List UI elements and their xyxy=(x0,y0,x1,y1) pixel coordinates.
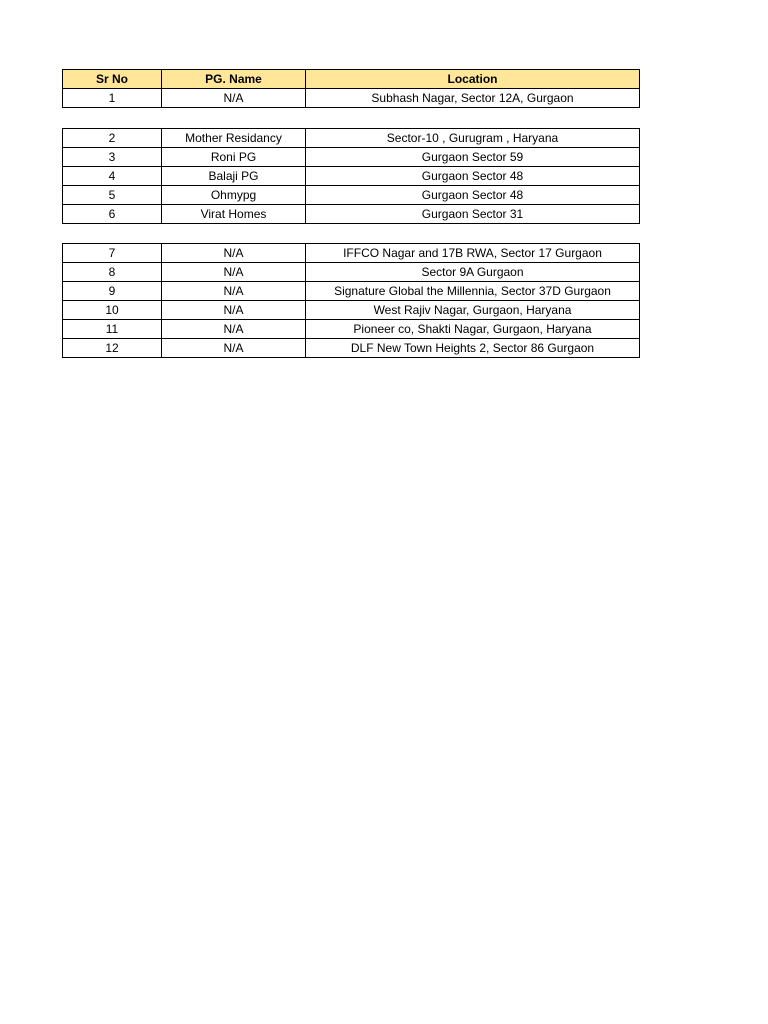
pg-table-block-1 xyxy=(62,69,640,108)
header-row xyxy=(63,70,640,89)
cell-pg-name: N/A xyxy=(162,339,306,358)
table-row xyxy=(63,282,640,301)
table-row xyxy=(63,129,640,148)
table-row xyxy=(63,89,640,108)
cell-pg-name: Roni PG xyxy=(162,148,306,167)
table-row xyxy=(63,186,640,205)
cell-sr-no: 10 xyxy=(63,301,162,320)
cell-pg-name: N/A xyxy=(162,244,306,263)
header-location: Location xyxy=(306,70,640,89)
cell-location: Gurgaon Sector 31 xyxy=(306,205,640,224)
table-row xyxy=(63,244,640,263)
cell-location: Sector 9A Gurgaon xyxy=(306,263,640,282)
cell-pg-name: Ohmypg xyxy=(162,186,306,205)
cell-sr-no: 6 xyxy=(63,205,162,224)
cell-pg-name: Virat Homes xyxy=(162,205,306,224)
cell-sr-no: 9 xyxy=(63,282,162,301)
table-row xyxy=(63,339,640,358)
cell-location: Signature Global the Millennia, Sector 37D Gurgaon xyxy=(306,282,640,301)
cell-location: IFFCO Nagar and 17B RWA, Sector 17 Gurgaon xyxy=(306,244,640,263)
cell-pg-name: N/A xyxy=(162,320,306,339)
cell-location: Sector-10 , Gurugram , Haryana xyxy=(306,129,640,148)
pg-table-block-2 xyxy=(62,128,640,224)
cell-location: Gurgaon Sector 48 xyxy=(306,167,640,186)
cell-location: Gurgaon Sector 48 xyxy=(306,186,640,205)
spreadsheet-page xyxy=(62,69,639,358)
cell-pg-name: N/A xyxy=(162,301,306,320)
cell-location: Subhash Nagar, Sector 12A, Gurgaon xyxy=(306,89,640,108)
cell-sr-no: 7 xyxy=(63,244,162,263)
table-row xyxy=(63,205,640,224)
cell-location: West Rajiv Nagar, Gurgaon, Haryana xyxy=(306,301,640,320)
cell-location: Gurgaon Sector 59 xyxy=(306,148,640,167)
cell-pg-name: N/A xyxy=(162,263,306,282)
cell-sr-no: 3 xyxy=(63,148,162,167)
table-row xyxy=(63,320,640,339)
row-gap xyxy=(62,224,639,243)
header-sr-no: Sr No xyxy=(63,70,162,89)
cell-sr-no: 1 xyxy=(63,89,162,108)
table-row xyxy=(63,263,640,282)
row-gap xyxy=(62,108,639,128)
cell-sr-no: 11 xyxy=(63,320,162,339)
cell-pg-name: Balaji PG xyxy=(162,167,306,186)
table-row xyxy=(63,167,640,186)
cell-pg-name: Mother Residancy xyxy=(162,129,306,148)
cell-sr-no: 12 xyxy=(63,339,162,358)
pg-table-block-3 xyxy=(62,243,640,358)
cell-location: Pioneer co, Shakti Nagar, Gurgaon, Haryana xyxy=(306,320,640,339)
cell-pg-name: N/A xyxy=(162,89,306,108)
cell-pg-name: N/A xyxy=(162,282,306,301)
cell-sr-no: 4 xyxy=(63,167,162,186)
table-row xyxy=(63,148,640,167)
cell-sr-no: 2 xyxy=(63,129,162,148)
cell-sr-no: 8 xyxy=(63,263,162,282)
cell-sr-no: 5 xyxy=(63,186,162,205)
cell-location: DLF New Town Heights 2, Sector 86 Gurgaon xyxy=(306,339,640,358)
header-pg-name: PG. Name xyxy=(162,70,306,89)
table-row xyxy=(63,301,640,320)
